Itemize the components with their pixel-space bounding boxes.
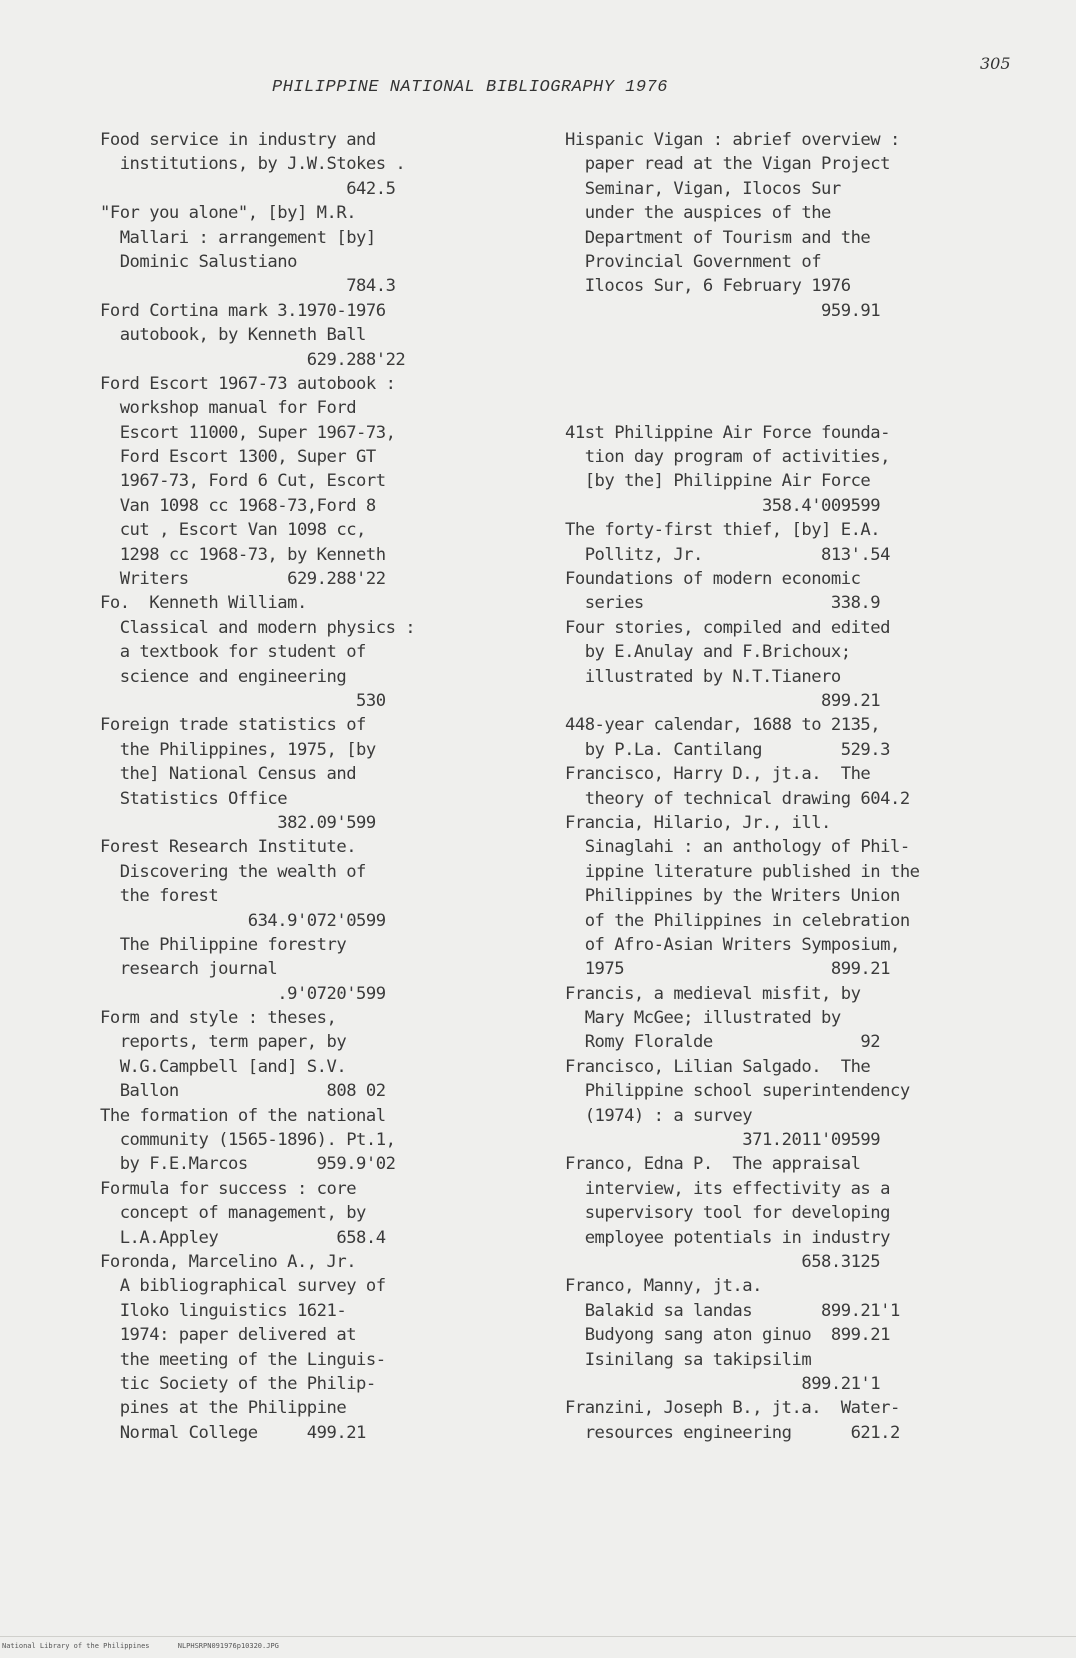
bibliography-entry (565, 128, 1005, 323)
entry-line: Budyong sang aton ginuo 899.21 (565, 1325, 890, 1346)
entry-line: Isinilang sa takipsilim (565, 1349, 812, 1370)
entry-line: L.A.Appley 658.4 (100, 1227, 386, 1248)
entry-line: tion day program of activities, (565, 447, 890, 468)
entry-line: workshop manual for Ford (100, 398, 357, 419)
entry-line: tic Society of the Philip- (100, 1373, 376, 1394)
entry-line: pines at the Philippine (100, 1398, 347, 1419)
bibliography-entry (565, 616, 1005, 714)
entry-line: 1975 899.21 (565, 959, 890, 980)
entry-line: interview, its effectivity as a (565, 1178, 890, 1199)
bibliography-entry (100, 591, 500, 713)
entry-line: supervisory tool for developing (565, 1203, 890, 1224)
bibliography-entry (100, 128, 500, 201)
entry-line: 629.288'22 (100, 349, 406, 370)
entry-line: Dominic Salustiano (100, 251, 297, 272)
entry-line: concept of management, by (100, 1203, 366, 1224)
entry-line: Writers 629.288'22 (100, 569, 386, 590)
entry-line: Van 1098 cc 1968-73,Ford 8 (100, 495, 376, 516)
entry-line: a textbook for student of (100, 642, 366, 663)
page-number: 305 (980, 54, 1011, 73)
entry-line: W.G.Campbell [and] S.V. (100, 1056, 347, 1077)
entry-line: of Afro-Asian Writers Symposium, (565, 934, 900, 955)
entry-line: research journal (100, 959, 278, 980)
footer-library: National Library of the Philippines (2, 1642, 150, 1650)
entry-line: Iloko linguistics 1621- (100, 1300, 347, 1321)
bibliography-entry (565, 1055, 1005, 1153)
entry-line: Foreign trade statistics of (100, 715, 366, 736)
entry-line: Four stories, compiled and edited (565, 617, 890, 638)
entry-line: Balakid sa landas 899.21'1 (565, 1300, 900, 1321)
entry-line: Formula for success : core (100, 1178, 357, 1199)
entry-line: Francisco, Harry D., jt.a. The (565, 764, 871, 785)
entry-line: Romy Floralde 92 (565, 1032, 881, 1053)
entry-line: Hispanic Vigan : abrief overview : (565, 130, 900, 150)
bibliography-entry (565, 1274, 1005, 1396)
entry-line: Department of Tourism and the (565, 227, 871, 248)
entry-line: Ballon 808 02 (100, 1081, 386, 1102)
entry-line: The forty-first thief, [by] E.A. (565, 520, 881, 541)
entry-line: The formation of the national (100, 1105, 386, 1126)
entry-line: reports, term paper, by (100, 1032, 347, 1053)
entry-line: the meeting of the Linguis- (100, 1349, 386, 1370)
bibliography-entry (565, 567, 1005, 616)
entry-line: Classical and modern physics : (100, 617, 416, 638)
entry-line: 784.3 (100, 276, 396, 297)
entry-line: Ford Escort 1300, Super GT (100, 447, 376, 468)
bibliography-entry (100, 1177, 500, 1250)
entry-line: Foundations of modern economic (565, 569, 861, 590)
entry-line: Food service in industry and (100, 130, 376, 150)
entry-line: Philippines by the Writers Union (565, 886, 900, 907)
bibliography-entry (565, 1396, 1005, 1445)
entry-line: Normal College 499.21 (100, 1422, 366, 1443)
entry-line: (1974) : a survey (565, 1105, 753, 1126)
entry-line: Sinaglahi : an anthology of Phil- (565, 837, 910, 858)
entry-line: 41st Philippine Air Force founda- (565, 422, 890, 443)
entry-line: Ford Cortina mark 3.1970-1976 (100, 300, 386, 321)
spacer (565, 372, 1005, 396)
entry-line: paper read at the Vigan Project (565, 154, 890, 175)
entry-line: 959.91 (565, 300, 881, 321)
entry-line: employee potentials in industry (565, 1227, 890, 1248)
entry-line: Ilocos Sur, 6 February 1976 (565, 276, 851, 297)
entry-line: 899.21'1 (565, 1373, 881, 1394)
bibliography-entry (565, 762, 1005, 811)
entry-line: Franco, Manny, jt.a. (565, 1276, 762, 1297)
entry-line: Francis, a medieval misfit, by (565, 983, 861, 1004)
bibliography-entry (100, 299, 500, 372)
spacer (565, 323, 1005, 347)
entry-line: institutions, by J.W.Stokes . (100, 154, 406, 175)
entry-line: resources engineering 621.2 (565, 1422, 900, 1443)
entry-line: Mallari : arrangement [by] (100, 227, 376, 248)
bibliography-entry (100, 1250, 500, 1445)
entry-line: 530 (100, 690, 386, 711)
bibliography-entry (100, 372, 500, 592)
entry-line: by E.Anulay and F.Brichoux; (565, 642, 851, 663)
entry-line: under the auspices of the (565, 203, 831, 224)
entry-line: 1298 cc 1968-73, by Kenneth (100, 544, 386, 565)
scan-footer (2, 1642, 303, 1650)
bibliography-entry (565, 518, 1005, 567)
entry-line: A bibliographical survey of (100, 1276, 386, 1297)
entry-line: autobook, by Kenneth Ball (100, 325, 366, 346)
page-title: PHILIPPINE NATIONAL BIBLIOGRAPHY 1976 (272, 78, 668, 97)
bibliography-entry (565, 421, 1005, 519)
entry-line: cut , Escort Van 1098 cc, (100, 520, 366, 541)
bibliography-entry (565, 982, 1005, 1055)
bibliography-entry (565, 811, 1005, 982)
entry-line: Escort 11000, Super 1967-73, (100, 422, 396, 443)
entry-line: 448-year calendar, 1688 to 2135, (565, 715, 881, 736)
entry-line: "For you alone", [by] M.R. (100, 203, 357, 224)
bibliography-entry (565, 713, 1005, 762)
entry-line: theory of technical drawing 604.2 (565, 788, 910, 809)
bibliography-entry (100, 1006, 500, 1104)
bibliography-entry (100, 1104, 500, 1177)
entry-line: Mary McGee; illustrated by (565, 1008, 841, 1029)
entry-line: the forest (100, 886, 219, 907)
entry-line: series 338.9 (565, 593, 881, 614)
entry-line: by P.La. Cantilang 529.3 (565, 739, 890, 760)
right-column (565, 128, 1005, 1445)
entry-line: science and engineering (100, 666, 347, 687)
entry-line: Foronda, Marcelino A., Jr. (100, 1251, 357, 1272)
left-column (100, 128, 500, 1445)
entry-line: ippine literature published in the (565, 861, 920, 882)
entry-line: Fo. Kenneth William. (100, 593, 307, 614)
entry-line: Pollitz, Jr. 813'.54 (565, 544, 890, 565)
entry-line: Francisco, Lilian Salgado. The (565, 1056, 871, 1077)
entry-line: 634.9'072'0599 (100, 910, 386, 931)
entry-line: Franco, Edna P. The appraisal (565, 1154, 861, 1175)
entry-line: Discovering the wealth of (100, 861, 366, 882)
entry-line: 658.3125 (565, 1251, 881, 1272)
entry-line: .9'0720'599 (100, 983, 386, 1004)
entry-line: The Philippine forestry (100, 934, 347, 955)
entry-line: [by the] Philippine Air Force (565, 471, 871, 492)
entry-line: 1974: paper delivered at (100, 1325, 357, 1346)
entry-line: 642.5 (100, 178, 396, 199)
entry-line: Francia, Hilario, Jr., ill. (565, 812, 831, 833)
entry-line: 1967-73, Ford 6 Cut, Escort (100, 471, 386, 492)
bibliography-entry (565, 1152, 1005, 1274)
entry-line: Forest Research Institute. (100, 837, 357, 858)
bibliography-entry (100, 713, 500, 835)
entry-line: Statistics Office (100, 788, 288, 809)
footer-file-id: NLPHSRPN091976p10320.JPG (177, 1642, 279, 1650)
bibliography-entry (100, 201, 500, 299)
bottom-rule (0, 1636, 1076, 1637)
entry-line: Philippine school superintendency (565, 1081, 910, 1102)
entry-line: 899.21 (565, 690, 881, 711)
entry-line: Provincial Government of (565, 251, 822, 272)
bibliography-entry (100, 835, 500, 1006)
entry-line: the] National Census and (100, 764, 357, 785)
entry-line: 382.09'599 (100, 812, 376, 833)
entry-line: 358.4'009599 (565, 495, 881, 516)
spacer (565, 348, 1005, 372)
entry-line: community (1565-1896). Pt.1, (100, 1130, 396, 1151)
entry-line: Seminar, Vigan, Ilocos Sur (565, 178, 841, 199)
entry-line: illustrated by N.T.Tianero (565, 666, 841, 687)
entry-line: the Philippines, 1975, [by (100, 739, 376, 760)
entry-line: Franzini, Joseph B., jt.a. Water- (565, 1398, 900, 1419)
entry-line: of the Philippines in celebration (565, 910, 910, 931)
spacer (565, 396, 1005, 420)
entry-line: Form and style : theses, (100, 1008, 337, 1029)
entry-line: Ford Escort 1967-73 autobook : (100, 373, 396, 394)
entry-line: by F.E.Marcos 959.9'02 (100, 1154, 396, 1175)
entry-line: 371.2011'09599 (565, 1130, 881, 1151)
